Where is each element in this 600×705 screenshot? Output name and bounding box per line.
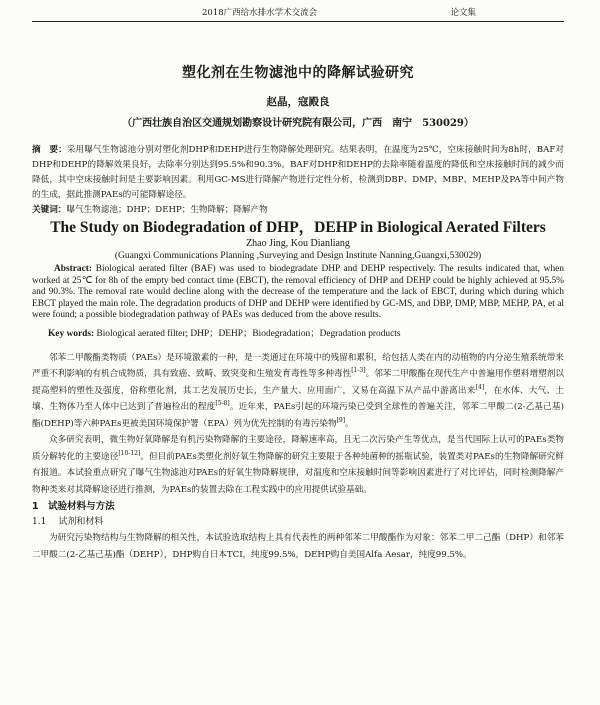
cn-abstract-text: 采用曝气生物滤池分别对塑化剂DHP和DEHP进行生物降解处理研究。结果表明，在温度为25℃，空床接触时间为8h时，BAF对DHP和DEHP的降解效果良好，去除率分别达到95.5%和90.3%。BAF对DHP和DEHP的去除率随着温度的降低和空床接触时间的减少而降低，其中空床接触时间是主要影响因素。利用GC-MS进行降解产物进行定性分析，检测到DBP、DMP、MBP、MEHP及PA等中间产物的生成，据此推测PAEs的可能降解途径。 — [32, 145, 564, 200]
citation: [4] — [475, 384, 485, 392]
en-keywords-text: Biological aerated filter; DHP；DEHP；Biodegradation；Degradation products — [96, 328, 401, 339]
citation: [1-3] — [351, 367, 366, 375]
cn-abstract — [32, 143, 564, 203]
body-paragraph-2: 众多研究表明，微生物好氧降解是有机污染物降解的主要途径，降解速率高，且无二次污染产生等优点，是当代国际上认可的PAEs类物质分解转化的主要途径[10-12]。但目前PAEs类塑化剂好氧生物降解的研究主要限于各种纯菌种的摇瓶试验，装置类对PAEs的生物降解研究鲜有报道。本试验重点研究了曝气生物滤池对PAEs的好氧生物降解规律，对温度和空床接触时间等影响因素进行了对比评估，同时检测降解产物种类来对其降解途径进行推测，为PAEs的装置去除在工程实践中的应用提供试验基础。 — [32, 435, 564, 495]
subsection-heading-1-1 — [32, 515, 564, 530]
citation: [9] — [336, 417, 346, 425]
section-heading-1: 1 试验材料与方法 — [32, 501, 115, 513]
subsection-number: 1.1 — [32, 517, 47, 528]
body-paragraph-1: 邻苯二甲酸酯类物质（PAEs）是环境激素的一种，是一类通过在环境中的残留和累积，给包括人类在内的动植物的内分泌生殖系统带来严重不利影响的有机合成物质，具有致癌、致畸、致突变和生殖发育毒性等多种毒性[1-3]。邻苯二甲酸酯在现代生产中普遍用作塑料增塑剂以提高塑料的塑性及强度，俗称塑化剂，其工艺发展历史长，生产量大、应用面广，又易在高温下从产品中游离出来[4]，在水体、大气、土壤、生物体乃至人体中已达到了普遍检出的程度[5-8]。近年来，PAEs引起的环境污染已受到全球性的普遍关注，邻苯二甲酸二(2-乙基己基)酯(DEHP)等六种PAEs更被美国环境保护署（EPA）列为优先控制的有毒污染物[9]。 — [32, 352, 564, 429]
subsection-title: 试剂和材料 — [58, 517, 104, 528]
en-abstract — [32, 264, 564, 322]
body-paragraph-3: 为研究污染物结构与生物降解的相关性，本试验选取结构上具有代表性的两种邻苯二甲酸酯作为对象：邻苯二甲二己酯（DHP）和邻苯二甲酸二(2-乙基己基)酯（DEHP），DHP购自日本TCI，纯度99.5%，DEHP购自美国Alfa Aesar，纯度99.5%。 — [32, 533, 564, 560]
running-header — [32, 0, 564, 22]
cn-abstract-label: 摘 要： — [32, 145, 67, 155]
en-abstract-text: Biological aerated filter (BAF) was used to biodegradate DHP and DEHP respectively. The results indicated that, when worked at 25℃ for 8h of the empty bed contact time (EBCT), the removal efficiency of DHP and DEHP could be highly achieved at 95.5% and 90.3%. The removal rate would decline along with the decrease of the temperature and the lack of EBCT, during which during which EBCT played the main role. The degradation products of DHP and DEHP were identified by GC-MS, and DBP, DMP, MBP, MEHP, PA, et al were found; a possible biodegradation pathway of PAEs was deduced from the above results. — [32, 264, 564, 321]
en-authors: Zhao Jing, Kou Dianliang — [246, 238, 350, 249]
cn-keywords-label: 关键词： — [32, 205, 67, 215]
en-affiliation: (Guangxi Communications Planning ,Surveying and Design Institute Nanning,Guangxi,530029) — [114, 251, 482, 261]
en-abstract-label: Abstract: — [54, 264, 93, 274]
cn-authors: 赵晶，寇殿良 — [266, 96, 330, 108]
cn-keywords-text: 曝气生物滤池；DHP；DEHP；生物降解；降解产物 — [66, 205, 268, 215]
cn-keywords — [32, 203, 564, 217]
header-conference: 2018广西给水排水学术交流会 — [202, 8, 318, 18]
cn-affiliation: （广西壮族自治区交通规划勘察设计研究院有限公司，广西 南宁 530029） — [122, 118, 474, 129]
citation: [5-8] — [215, 400, 230, 408]
cn-title: 塑化剂在生物滤池中的降解试验研究 — [182, 65, 414, 81]
citation: [10-12] — [118, 450, 141, 458]
en-keywords-label: Key words: — [48, 328, 95, 339]
en-title: The Study on Biodegradation of DHP，DEHP in Biological Aerated Filters — [50, 219, 546, 236]
en-keywords — [32, 328, 564, 340]
header-collection: 论文集 — [450, 8, 476, 18]
